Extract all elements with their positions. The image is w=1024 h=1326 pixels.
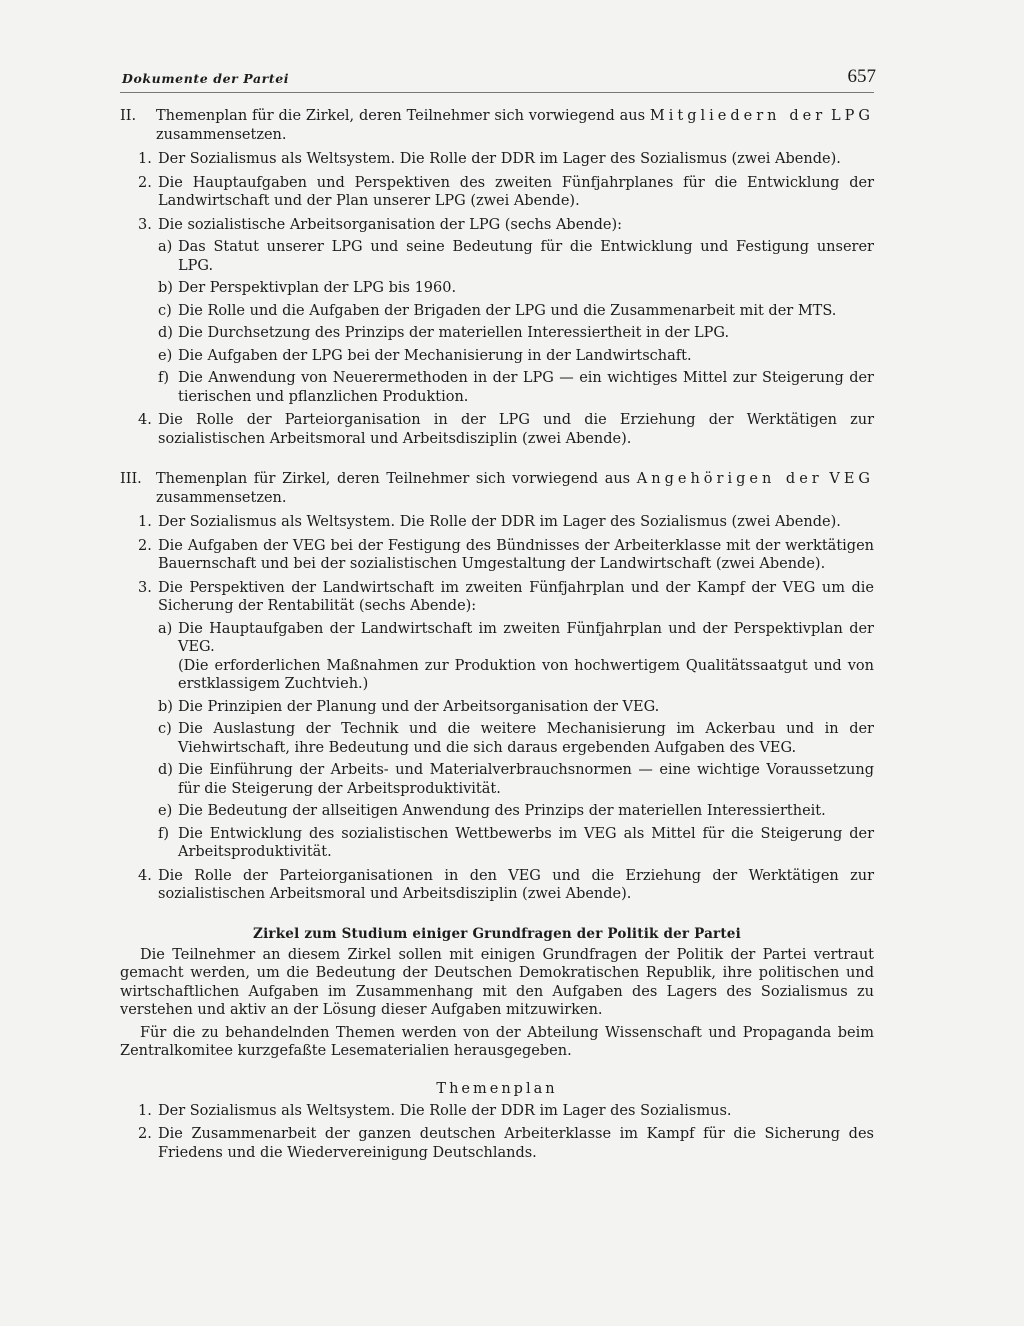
sub-letter: e): [158, 803, 173, 819]
sub-item: [120, 825, 874, 862]
sub-item: [120, 698, 874, 717]
list-item: [120, 537, 874, 574]
item-text: Der Sozialismus als Weltsystem. Die Rolle der DDR im Lager des Sozialismus.: [158, 1102, 732, 1119]
sub-item: [120, 369, 874, 406]
sub-text: Die Bedeutung der allseitigen Anwendung des Prinzips der materiellen Interessiertheit.: [178, 803, 826, 819]
item-text: Die Zusammenarbeit der ganzen deutschen Arbeiterklasse im Kampf für die Sicherung des Friedens und die Wiedervereinigung Deutschlands.: [158, 1126, 874, 1161]
sub-item: [120, 302, 874, 321]
item-number: 4.: [138, 412, 152, 428]
sub-text: Die Durchsetzung des Prinzips der materiellen Interessiertheit in der LPG.: [178, 325, 730, 341]
item-text: Der Sozialismus als Weltsystem. Die Rolle der DDR im Lager des Sozialismus (zwei Abende).: [158, 151, 841, 167]
page-number: 657: [847, 66, 876, 87]
item-text: Der Sozialismus als Weltsystem. Die Rolle der DDR im Lager des Sozialismus (zwei Abende).: [158, 514, 841, 530]
sub-text: Das Statut unserer LPG und seine Bedeutung für die Entwicklung und Festigung unserer LPG.: [178, 239, 874, 274]
sub-item: [120, 238, 874, 275]
sub-text: Die Prinzipien der Planung und der Arbeitsorganisation der VEG.: [178, 698, 660, 715]
list-item: [120, 513, 874, 532]
sub-letter: b): [158, 698, 173, 715]
zirkel-paragraph-1: Die Teilnehmer an diesem Zirkel sollen mit einigen Grundfragen der Politik der Partei vertraut gemacht werden, um die Bedeutung der Deutschen Demokratischen Republik, ihre politischen und wirtschaftlichen Aufgaben im Zusammenhang mit den Aufgaben des Lagers des Sozialismus zu verstehen und aktiv an der Lösung dieser Aufgaben mitzuwirken.: [120, 946, 874, 1018]
sub-letter: f): [158, 370, 170, 386]
sub-letter: a): [158, 620, 173, 637]
zirkel-heading: Zirkel zum Studium einiger Grundfragen der Politik der Partei: [253, 925, 741, 942]
spaced-text: Angehörigen der: [636, 471, 823, 487]
sub-item: [120, 720, 874, 757]
sub-text: Die Einführung der Arbeits- und Materialverbrauchsnormen — eine wichtige Voraussetzung für die Steigerung der Arbeitsproduktivität.: [178, 762, 874, 797]
item-number: 1.: [138, 1102, 152, 1119]
zirkel-paragraph-2: Für die zu behandelnden Themen werden von der Abteilung Wissenschaft und Propaganda beim Zentralkomitee kurzgefaßte Lesematerialien herausgegeben.: [120, 1024, 874, 1059]
sub-text: [178, 620, 874, 694]
sub-letter: c): [158, 721, 172, 737]
list-item: [120, 174, 874, 211]
section-ii-numeral: II.: [120, 108, 137, 124]
item-text: Die Hauptaufgaben und Perspektiven des zweiten Fünfjahrplanes für die Entwicklung der Landwirtschaft und der Plan unserer LPG (zwei Abende).: [158, 174, 874, 209]
list-item: [120, 1125, 874, 1162]
section-ii: [120, 107, 874, 448]
item-number: 4.: [138, 867, 152, 884]
sub-item: [120, 347, 874, 366]
sub-text: Der Perspektivplan der LPG bis 1960.: [178, 280, 457, 296]
section-ii-title: [120, 107, 874, 145]
sub-item: [120, 279, 874, 298]
item-number: 3.: [138, 216, 152, 233]
list-item: [120, 150, 874, 169]
section-iii-title: [120, 470, 874, 508]
sub-letter: c): [158, 302, 172, 319]
sub-letter: d): [158, 325, 173, 341]
item-number: 1.: [138, 514, 152, 530]
item-number: 3.: [138, 579, 152, 596]
running-head: Dokumente der Partei: [122, 71, 290, 86]
sub-text: Die Aufgaben der LPG bei der Mechanisierung in der Landwirtschaft.: [178, 347, 692, 364]
item-text: Die sozialistische Arbeitsorganisation der LPG (sechs Abende):: [158, 216, 623, 233]
section-ii-title-text: [156, 107, 874, 145]
title-text: Themenplan für die Zirkel, deren Teilnehmer sich vorwiegend aus: [156, 108, 650, 124]
sub-letter: f): [158, 825, 170, 842]
section-iii-title-text: [156, 470, 874, 508]
sub-main-text: Die Hauptaufgaben der Landwirtschaft im zweiten Fünfjahrplan und der Perspektivplan der VEG.: [178, 620, 874, 655]
list-item: [120, 579, 874, 616]
sub-text: Die Anwendung von Neuerermethoden in der LPG — ein wichtiges Mittel zur Steigerung der tierischen und pflanzlichen Produktion.: [178, 370, 874, 405]
page-header: [120, 52, 874, 93]
sub-item: [120, 802, 874, 821]
list-item: [120, 867, 874, 904]
item-number: 1.: [138, 151, 152, 167]
item-number: 2.: [138, 174, 152, 191]
sub-text: Die Auslastung der Technik und die weitere Mechanisierung im Ackerbau und in der Viehwirtschaft, ihre Bedeutung und die sich daraus ergebenden Aufgaben des VEG.: [178, 721, 874, 756]
list-item: [120, 411, 874, 448]
spaced-text: VEG: [829, 471, 875, 487]
item-text: Die Aufgaben der VEG bei der Festigung des Bündnisses der Arbeiterklasse mit der werktätigen Bauernschaft und bei der sozialistischen Umgestaltung der Landwirtschaft (zwei Abende).: [158, 537, 874, 572]
sub-letter: a): [158, 239, 173, 255]
title-text: Themenplan für Zirkel, deren Teilnehmer sich vorwiegend aus: [156, 471, 637, 487]
sub-item: [120, 324, 874, 343]
spaced-text: Mitgliedern der: [649, 108, 827, 124]
themenplan-heading: Themenplan: [436, 1080, 558, 1097]
item-text: Die Rolle der Parteiorganisationen in den VEG und die Erziehung der Werktätigen zur sozialistischen Arbeitsmoral und Arbeitsdisziplin (zwei Abende).: [158, 867, 874, 902]
title-text: zusammensetzen.: [156, 127, 287, 143]
item-text: Die Perspektiven der Landwirtschaft im zweiten Fünfjahrplan und der Kampf der VEG um die Sicherung der Rentabilität (sechs Abende):: [158, 579, 874, 614]
item-number: 2.: [138, 537, 152, 554]
list-item: [120, 216, 874, 235]
sub-item: [120, 620, 874, 694]
sub-letter: b): [158, 280, 173, 296]
section-iii-numeral: III.: [120, 471, 142, 487]
item-number: 2.: [138, 1126, 152, 1142]
title-text: zusammensetzen.: [156, 490, 287, 506]
spaced-text: LPG: [831, 108, 875, 124]
item-text: Die Rolle der Parteiorganisation in der LPG und die Erziehung der Werktätigen zur sozialistischen Arbeitsmoral und Arbeitsdisziplin (zwei Abende).: [158, 412, 874, 447]
sub-item: [120, 761, 874, 798]
sub-text: Die Rolle und die Aufgaben der Brigaden der LPG und die Zusammenarbeit mit der MTS.: [178, 302, 837, 319]
sub-letter: d): [158, 762, 173, 778]
sub-text: Die Entwicklung des sozialistischen Wettbewerbs im VEG als Mittel für die Steigerung der Arbeitsproduktivität.: [178, 825, 874, 860]
list-item: [120, 1102, 874, 1121]
sub-letter: e): [158, 347, 173, 364]
section-iii: [120, 470, 874, 904]
sub-note: (Die erforderlichen Maßnahmen zur Produktion von hochwertigem Qualitätssaatgut und von erstklassigem Zuchtvieh.): [178, 657, 874, 692]
